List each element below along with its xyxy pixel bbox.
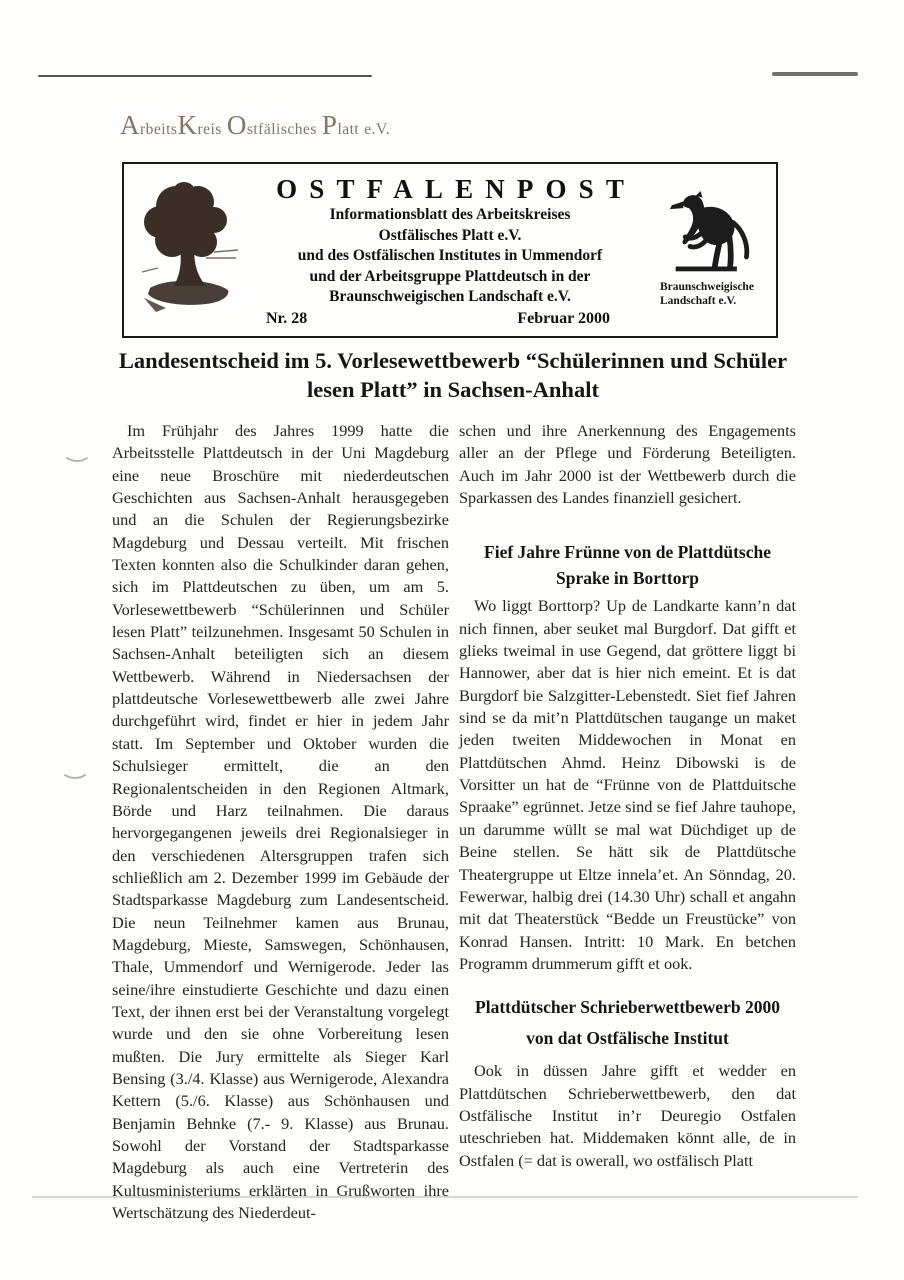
right-logo-caption-line: Landschaft e.V. [660, 295, 737, 307]
section2-heading-line2: von dat Ostfälische Institut [526, 1028, 729, 1049]
rearing-horse-icon [662, 190, 762, 278]
letterhead-initial: O [226, 110, 247, 140]
masthead-right-logo [648, 164, 776, 336]
letterhead-initial: P [321, 110, 338, 140]
section2-heading [459, 992, 796, 1054]
section2-paragraph: Ook in düssen Jahre gifft et wedder en Plattdütschen Schrieberwettbewerb, den dat Ostfälische Institut in’r Deuregio Ostfalen uteschrieben hat. Middemaken könnt alle, de in Ostfalen (= dat is owerall, wo ostfälisch Platt [459, 1061, 796, 1170]
section2-heading-line1: Plattdütscher Schrieberwettbewerb 2000 [475, 997, 780, 1018]
article-body [112, 420, 796, 1224]
newsletter-title: OSTFALENPOST [276, 174, 636, 204]
left-column [112, 420, 449, 1224]
masthead-center [252, 164, 648, 336]
masthead-subtitle-line: und des Ostfälischen Institutes in Ummendorf [297, 247, 603, 264]
continuation-paragraph: schen und ihre Anerkennung des Engagements aller an der Pflege und Förderung Beteiligten. Auch im Jahr 2000 ist der Wettbewerb durch die Sparkassen des Landes finanziell gesichert. [459, 421, 796, 508]
letterhead-initial: A [120, 110, 140, 140]
scan-artifact-top-right-rule [772, 72, 858, 76]
masthead-box [122, 162, 778, 338]
masthead-subtitle-line: Braunschweigischen Landschaft e.V. [329, 288, 571, 305]
letterhead-text: latt [337, 121, 360, 138]
issue-date: Februar 2000 [517, 309, 610, 327]
scan-artifact-margin-mark [60, 757, 90, 779]
letterhead-initial: K [177, 110, 198, 140]
article-headline: Landesentscheid im 5. Vorlesewettbewerb “Schülerinnen und Schüler lesen Platt” in Sachsen-Anhalt [118, 348, 788, 402]
masthead-subtitle-line: und der Arbeitsgruppe Plattdeutsch in der [309, 267, 591, 285]
masthead-left-logo [124, 164, 252, 336]
left-column-paragraph: Im Frühjahr des Jahres 1999 hatte die Arbeitsstelle Plattdeutsch in der Uni Magdeburg eine neue Broschüre mit niederdeutschen Geschichten aus Sachsen-Anhalt herausgegeben und an die Schulen der Regierungsbezirke Magdeburg und Dessau verteilt. Mit frischen Texten konnten also die Schulkinder daran gehen, sich im Plattdeutschen zu üben, um am 5. Vorlesewettbewerb “Schülerinnen und Schüler lesen Platt” teilzunehmen. Insgesamt 50 Schulen in Sachsen-Anhalt beteiligten sich an diesem Wettbewerb. Während in Niedersachsen der plattdeutsche Vorlesewettbewerb alle zwei Jahre durchgeführt wird, findet er hier in jedem Jahr statt. Im September und Oktober wurden die Schulsieger ermittelt, die an den Regionalentscheiden in den Regionen Altmark, Börde und Harz teilnahmen. Die daraus hervorgegangenen jeweils drei Regionalsieger in den verschiedenen Altersgruppen trafen sich schließlich am 2. Dezember 1999 im Gebäude der Stadtsparkasse Magdeburg zum Landesentscheid. Die neun Teilnehmer kamen aus Brunau, Magdeburg, Mieste, Samswegen, Schönhausen, Thale, Ummendorf und Wernigerode. Jeder las seine/ihre einstudierte Geschichte und dazu einen Text, der ihnen erst bei der Veranstaltung vorgelegt wurde und den sie ohne Vorbereitung lesen mußten. Die Jury ermittelte als Sieger Karl Bensing (3./4. Klasse) aus Wernigerode, Alexandra Kettern (5./6. Klasse) aus Schönhausen und Benjamin Behnke (7.- 9. Klasse) aus Brunau. Sowohl der Vorstand der Stadtsparkasse Magdeburg als auch eine Vertreterin des Kultusministeriums erklärten in Grußworten ihre Wertschätzung des Niederdeut- [112, 421, 449, 1223]
issue-number: Nr. 28 [266, 309, 308, 327]
letterhead-text: rbeits [140, 121, 178, 138]
letterhead-suffix: e.V. [364, 121, 391, 138]
scan-artifact-margin-mark [62, 440, 92, 462]
right-column [459, 420, 796, 1224]
section1-heading: Fief Jahre Frünne von de Plattdütsche Sprake in Borttorp [484, 542, 771, 589]
masthead-subtitle-line: Informationsblatt des Arbeitskreises [329, 206, 571, 223]
oak-tree-icon [136, 180, 240, 322]
section1-paragraph: Wo liggt Borttorp? Up de Landkarte kann’n dat nich finnen, aber seuket mal Burgdorf. Dat gifft et glieks tweimal in use Gegend, dat gröttere liggt bi Hannower, aber dat is hier nich emeint. Et is dat Burgdorf bie Salzgitter-Lebenstedt. Siet fief Jahren sind se da mit’n Plattdütschen taugange un maket jeden tweiten Middewochen in Monat en Plattdütschen Ahmd. Heinz Dibowski is de Vorsitter un hat de “Frünne von de Plattduitsche Spraake” egrünnet. Jetze sind se fief Jahre tauhope, un darumme wüllt se mal wat Düchdiget up de Beine stellen. Se hätt sik de Plattdütsche Theatergruppe ut Eltze innela’et. An Sönndag, 20. Fewerwar, halbig drei (14.30 Uhr) schall et angahn mit dat Theaterstück “Bedde un Freustücke” von Konrad Hansen. Intritt: 10 Mark. En betchen Programm drummerum gifft et ook. [459, 596, 796, 973]
letterhead-text: stfälisches [246, 121, 317, 138]
issue-row [252, 308, 648, 328]
masthead-subtitle-line: Ostfälisches Platt e.V. [378, 226, 522, 244]
right-logo-caption-line: Braunschweigische [660, 281, 754, 293]
letterhead [120, 112, 390, 139]
scan-artifact-top-left-rule [38, 75, 372, 77]
letterhead-text: reis [197, 121, 222, 138]
